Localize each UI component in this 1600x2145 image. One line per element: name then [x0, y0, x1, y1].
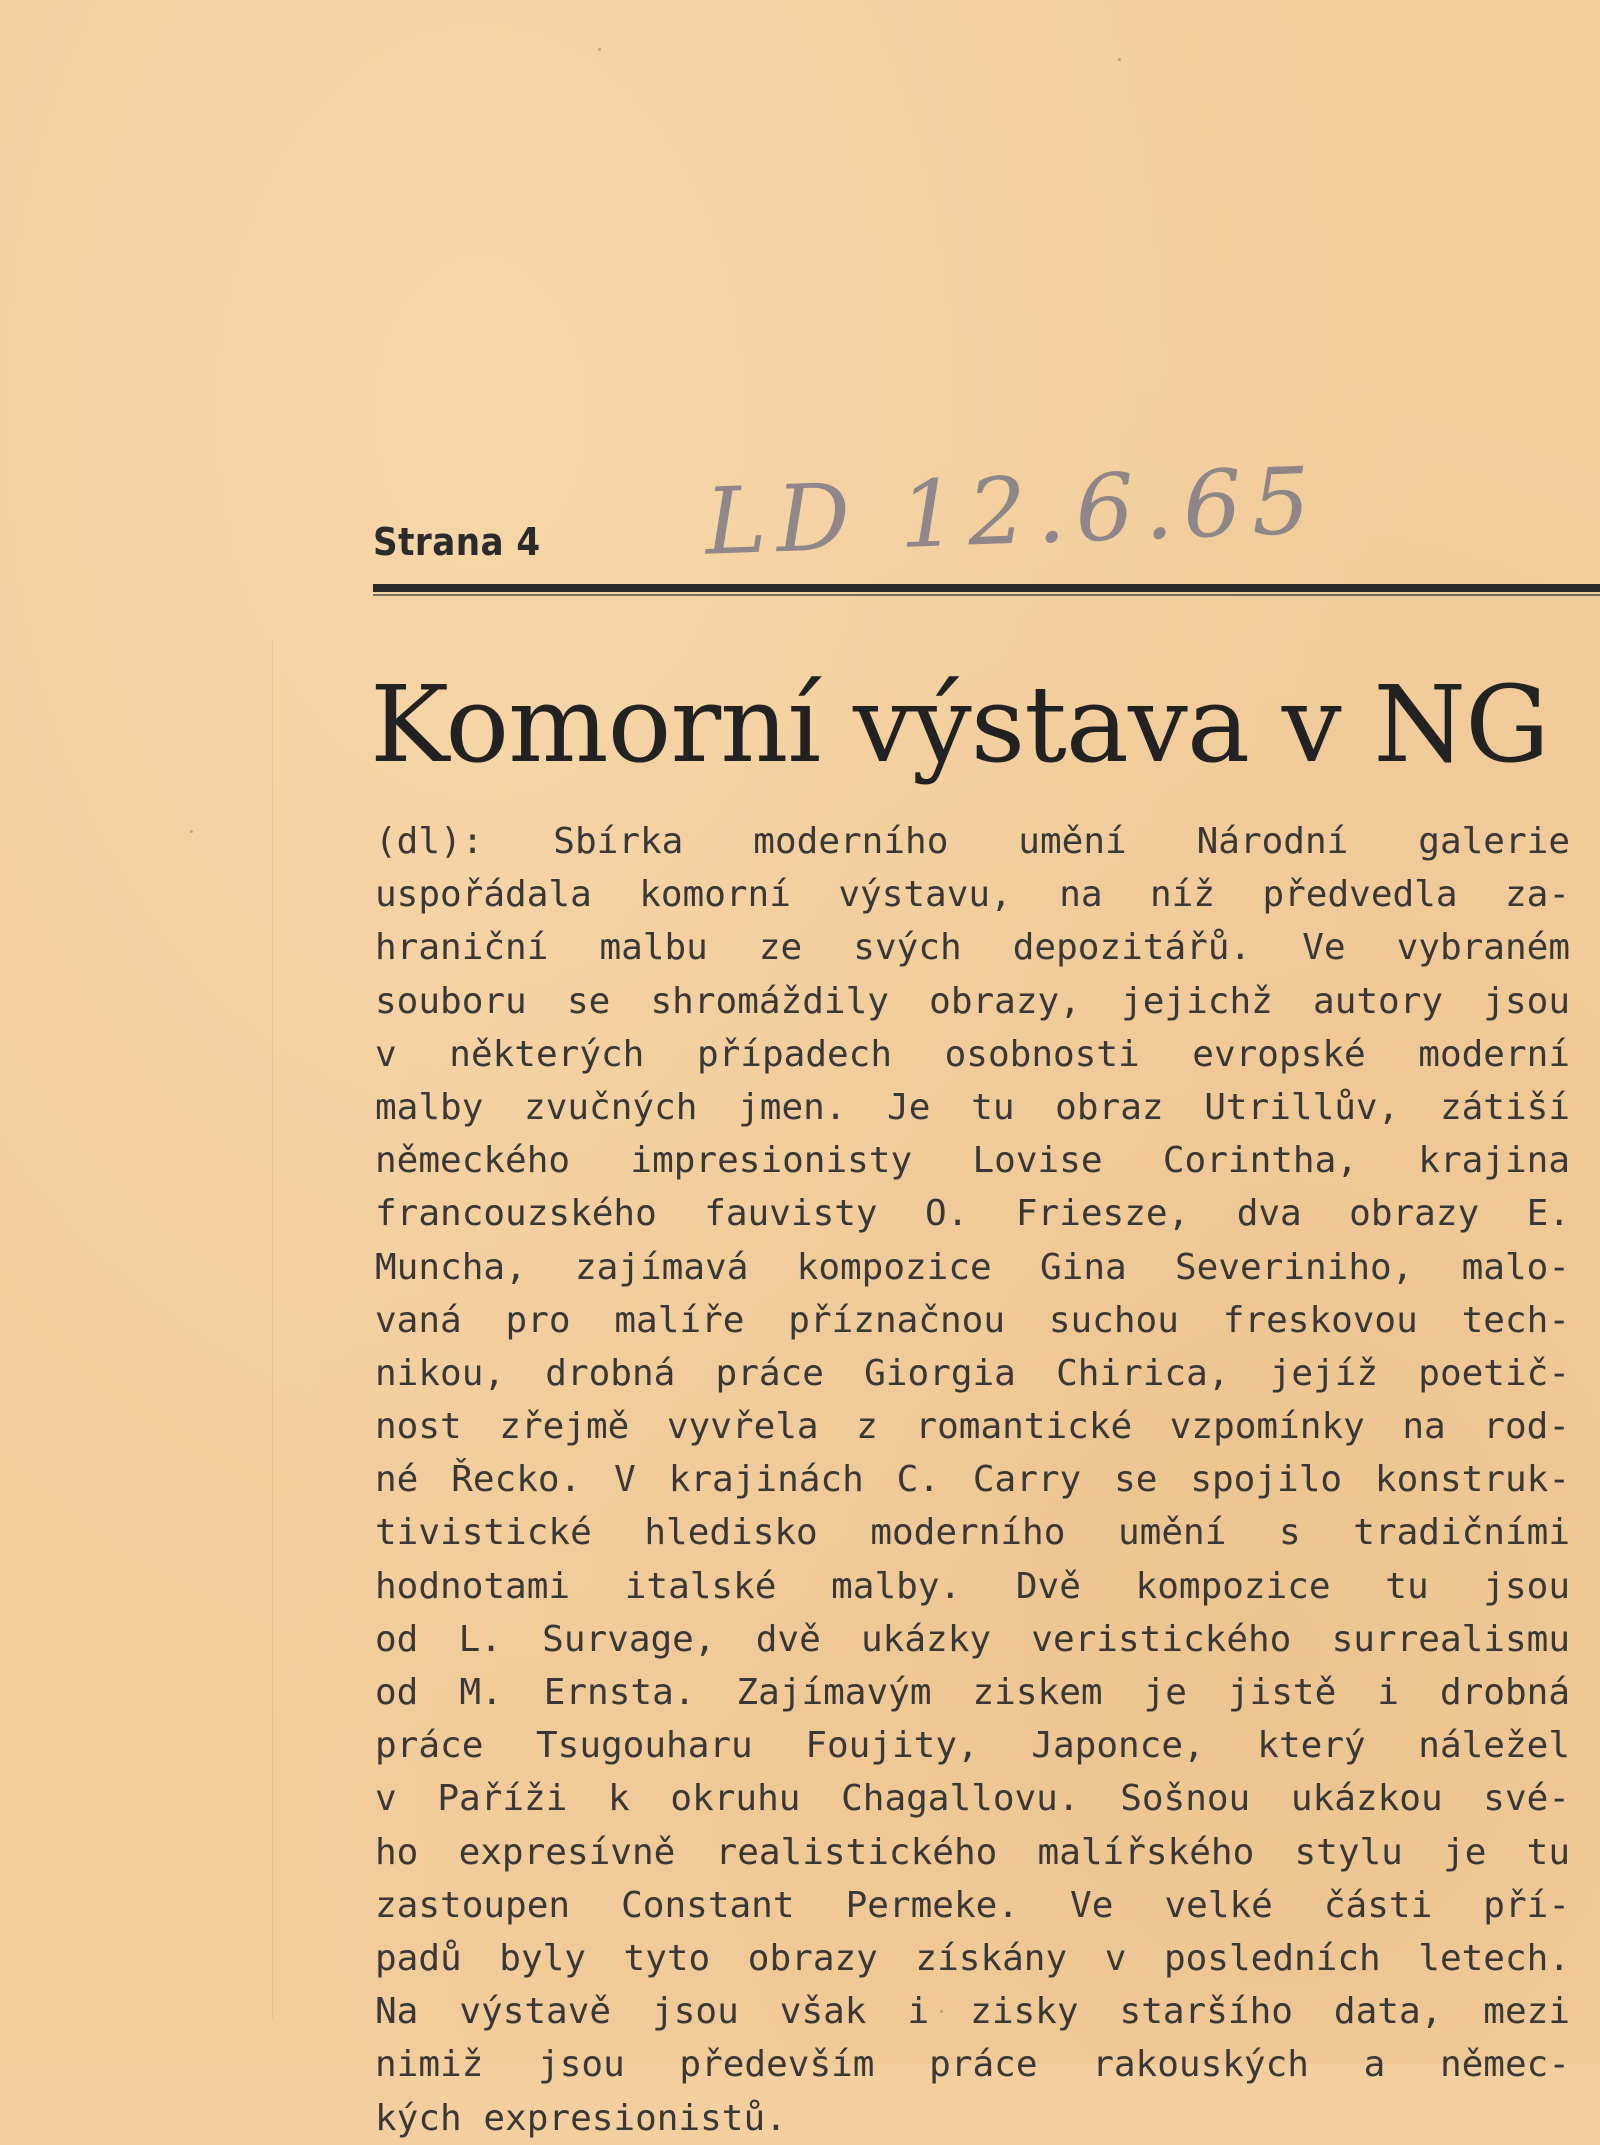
article-line: hraniční malbu ze svých depozitářů. Ve vybraném — [375, 927, 1570, 969]
paper-speck — [190, 830, 193, 833]
article-body — [375, 815, 1570, 2145]
article-headline: Komorní výstava v NG — [370, 663, 1549, 786]
article-line: zastoupen Constant Permeke. Ve velké části pří- — [375, 1884, 1570, 1926]
article-line: od L. Survage, dvě ukázky veristického surrealismu — [375, 1618, 1570, 1660]
article-line: francouzského fauvisty O. Friesze, dva obrazy E. — [375, 1193, 1570, 1235]
article-line: nost zřejmě vyvřela z romantické vzpomínky na rod- — [375, 1406, 1570, 1448]
article-line: nimiž jsou především práce rakouských a němec- — [375, 2044, 1570, 2086]
paper-fold — [272, 640, 273, 2020]
paper-speck — [1118, 58, 1121, 61]
article-line: uspořádala komorní výstavu, na níž předvedla za- — [375, 874, 1570, 916]
article-line: nikou, drobná práce Giorgia Chirica, jejíž poetič- — [375, 1352, 1570, 1394]
article-line: ho expresívně realistického malířského stylu je tu — [375, 1831, 1570, 1873]
article-line: Muncha, zajímavá kompozice Gina Severiniho, malo- — [375, 1246, 1570, 1288]
article-line: padů byly tyto obrazy získány v posledních letech. — [375, 1937, 1570, 1979]
article-line: hodnotami italské malby. Dvě kompozice tu jsou — [375, 1565, 1570, 1607]
article-line: malby zvučných jmen. Je tu obraz Utrillův, zátiší — [375, 1086, 1570, 1128]
article-line: vaná pro malíře příznačnou suchou freskovou tech- — [375, 1299, 1570, 1341]
article-line: od M. Ernsta. Zajímavým ziskem je jistě i drobná — [375, 1672, 1570, 1713]
handwritten-date-annotation: LD 12.6.65 — [703, 447, 1322, 576]
article-line: (dl): Sbírka moderního umění Národní galerie — [375, 821, 1570, 862]
article-line: Na výstavě jsou však i zisky staršího data, mezi — [375, 1991, 1570, 2033]
article-line: práce Tsugouharu Foujity, Japonce, který náležel — [375, 1725, 1570, 1767]
header-rule-thin — [373, 594, 1600, 596]
article-line: v Paříži k okruhu Chagallovu. Sošnou ukázkou své- — [375, 1778, 1570, 1820]
header-rule — [373, 584, 1600, 592]
article-line: tivistické hledisko moderního umění s tradičními — [375, 1512, 1570, 1554]
article-line: v některých případech osobnosti evropské moderní — [375, 1033, 1570, 1075]
page-number-label: Strana 4 — [373, 520, 541, 564]
article-line: německého impresionisty Lovise Corintha, krajina — [375, 1140, 1570, 1182]
article-line: souboru se shromáždily obrazy, jejichž autory jsou — [375, 980, 1570, 1022]
paper-speck — [598, 48, 601, 51]
article-line: né Řecko. V krajinách C. Carry se spojilo konstruk- — [375, 1459, 1570, 1501]
article-line: kých expresionistů. — [375, 2097, 787, 2139]
